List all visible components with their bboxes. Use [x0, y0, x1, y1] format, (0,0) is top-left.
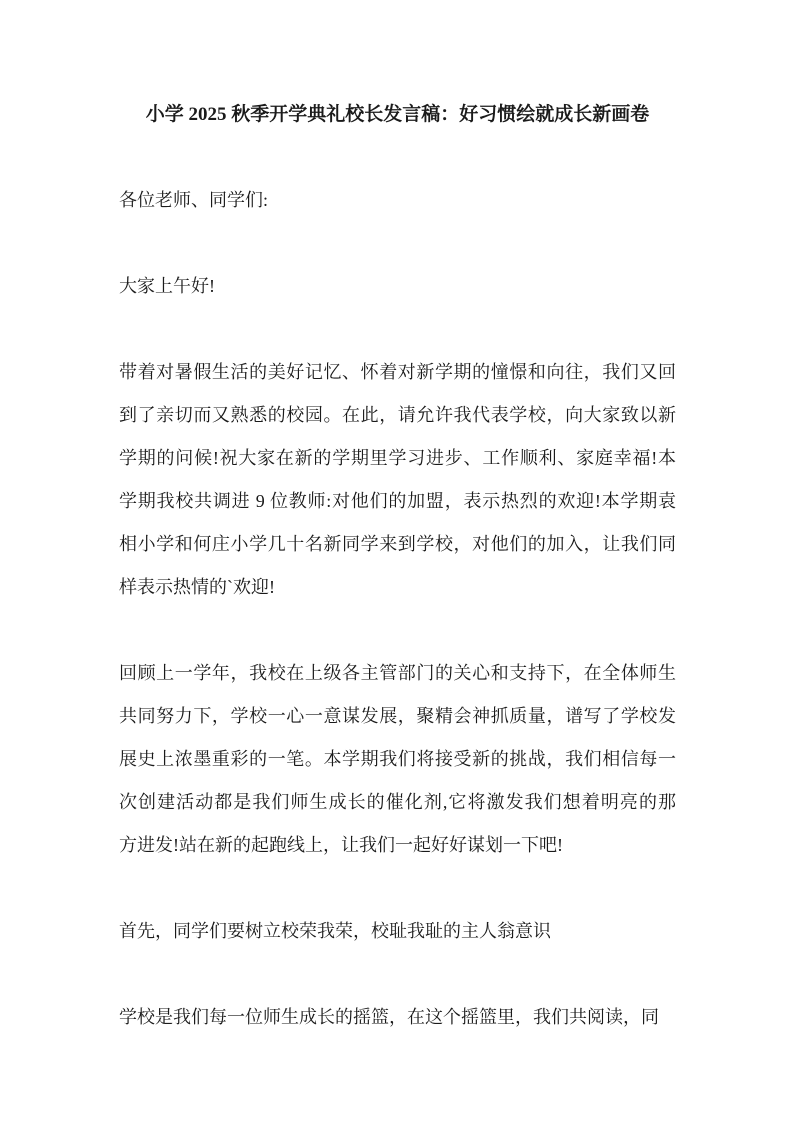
text-line: 方进发!站在新的起跑线上，让我们一起好好谋划一下吧!: [119, 835, 563, 855]
text-line: 相小学和何庄小学几十名新同学来到学校，对他们的加入，让我们同: [119, 534, 676, 554]
text-line: 到了亲切而又熟悉的校园。在此，请允许我代表学校，向大家致以新: [119, 405, 676, 425]
text-line: 共同努力下，学校一心一意谋发展，聚精会神抓质量，谱写了学校发: [119, 706, 676, 726]
paragraph: [119, 179, 676, 222]
text-line: 首先，同学们要树立校荣我荣，校耻我耻的主人翁意识: [119, 921, 551, 941]
paragraph: [119, 996, 676, 1039]
text-line: 各位老师、同学们:: [119, 190, 269, 210]
text-line: 样表示热情的`欢迎!: [119, 577, 275, 597]
paragraph: [119, 652, 676, 867]
text-line: 学期我校共调进 9 位教师:对他们的加盟，表示热烈的欢迎!本学期袁: [119, 491, 676, 511]
document-title: 小学 2025 秋季开学典礼校长发言稿：好习惯绘就成长新画卷: [145, 104, 650, 125]
document-page: [119, 93, 676, 1039]
paragraph: [119, 910, 676, 953]
text-line: 次创建活动都是我们师生成长的催化剂,它将激发我们想着明亮的那: [119, 792, 676, 812]
text-line: 带着对暑假生活的美好记忆、怀着对新学期的憧憬和向往，我们又回: [119, 362, 676, 382]
text-line: 学校是我们每一位师生成长的摇篮，在这个摇篮里，我们共阅读，同: [119, 1007, 659, 1027]
text-line: 回顾上一学年，我校在上级各主管部门的关心和支持下，在全体师生: [119, 663, 676, 683]
paragraph: [119, 265, 676, 308]
document-body: [119, 179, 676, 1039]
paragraph: [119, 351, 676, 609]
text-line: 学期的问候!祝大家在新的学期里学习进步、工作顺利、家庭幸福!本: [119, 448, 676, 468]
text-line: 大家上午好!: [119, 276, 215, 296]
text-line: 展史上浓墨重彩的一笔。本学期我们将接受新的挑战，我们相信每一: [119, 749, 676, 769]
